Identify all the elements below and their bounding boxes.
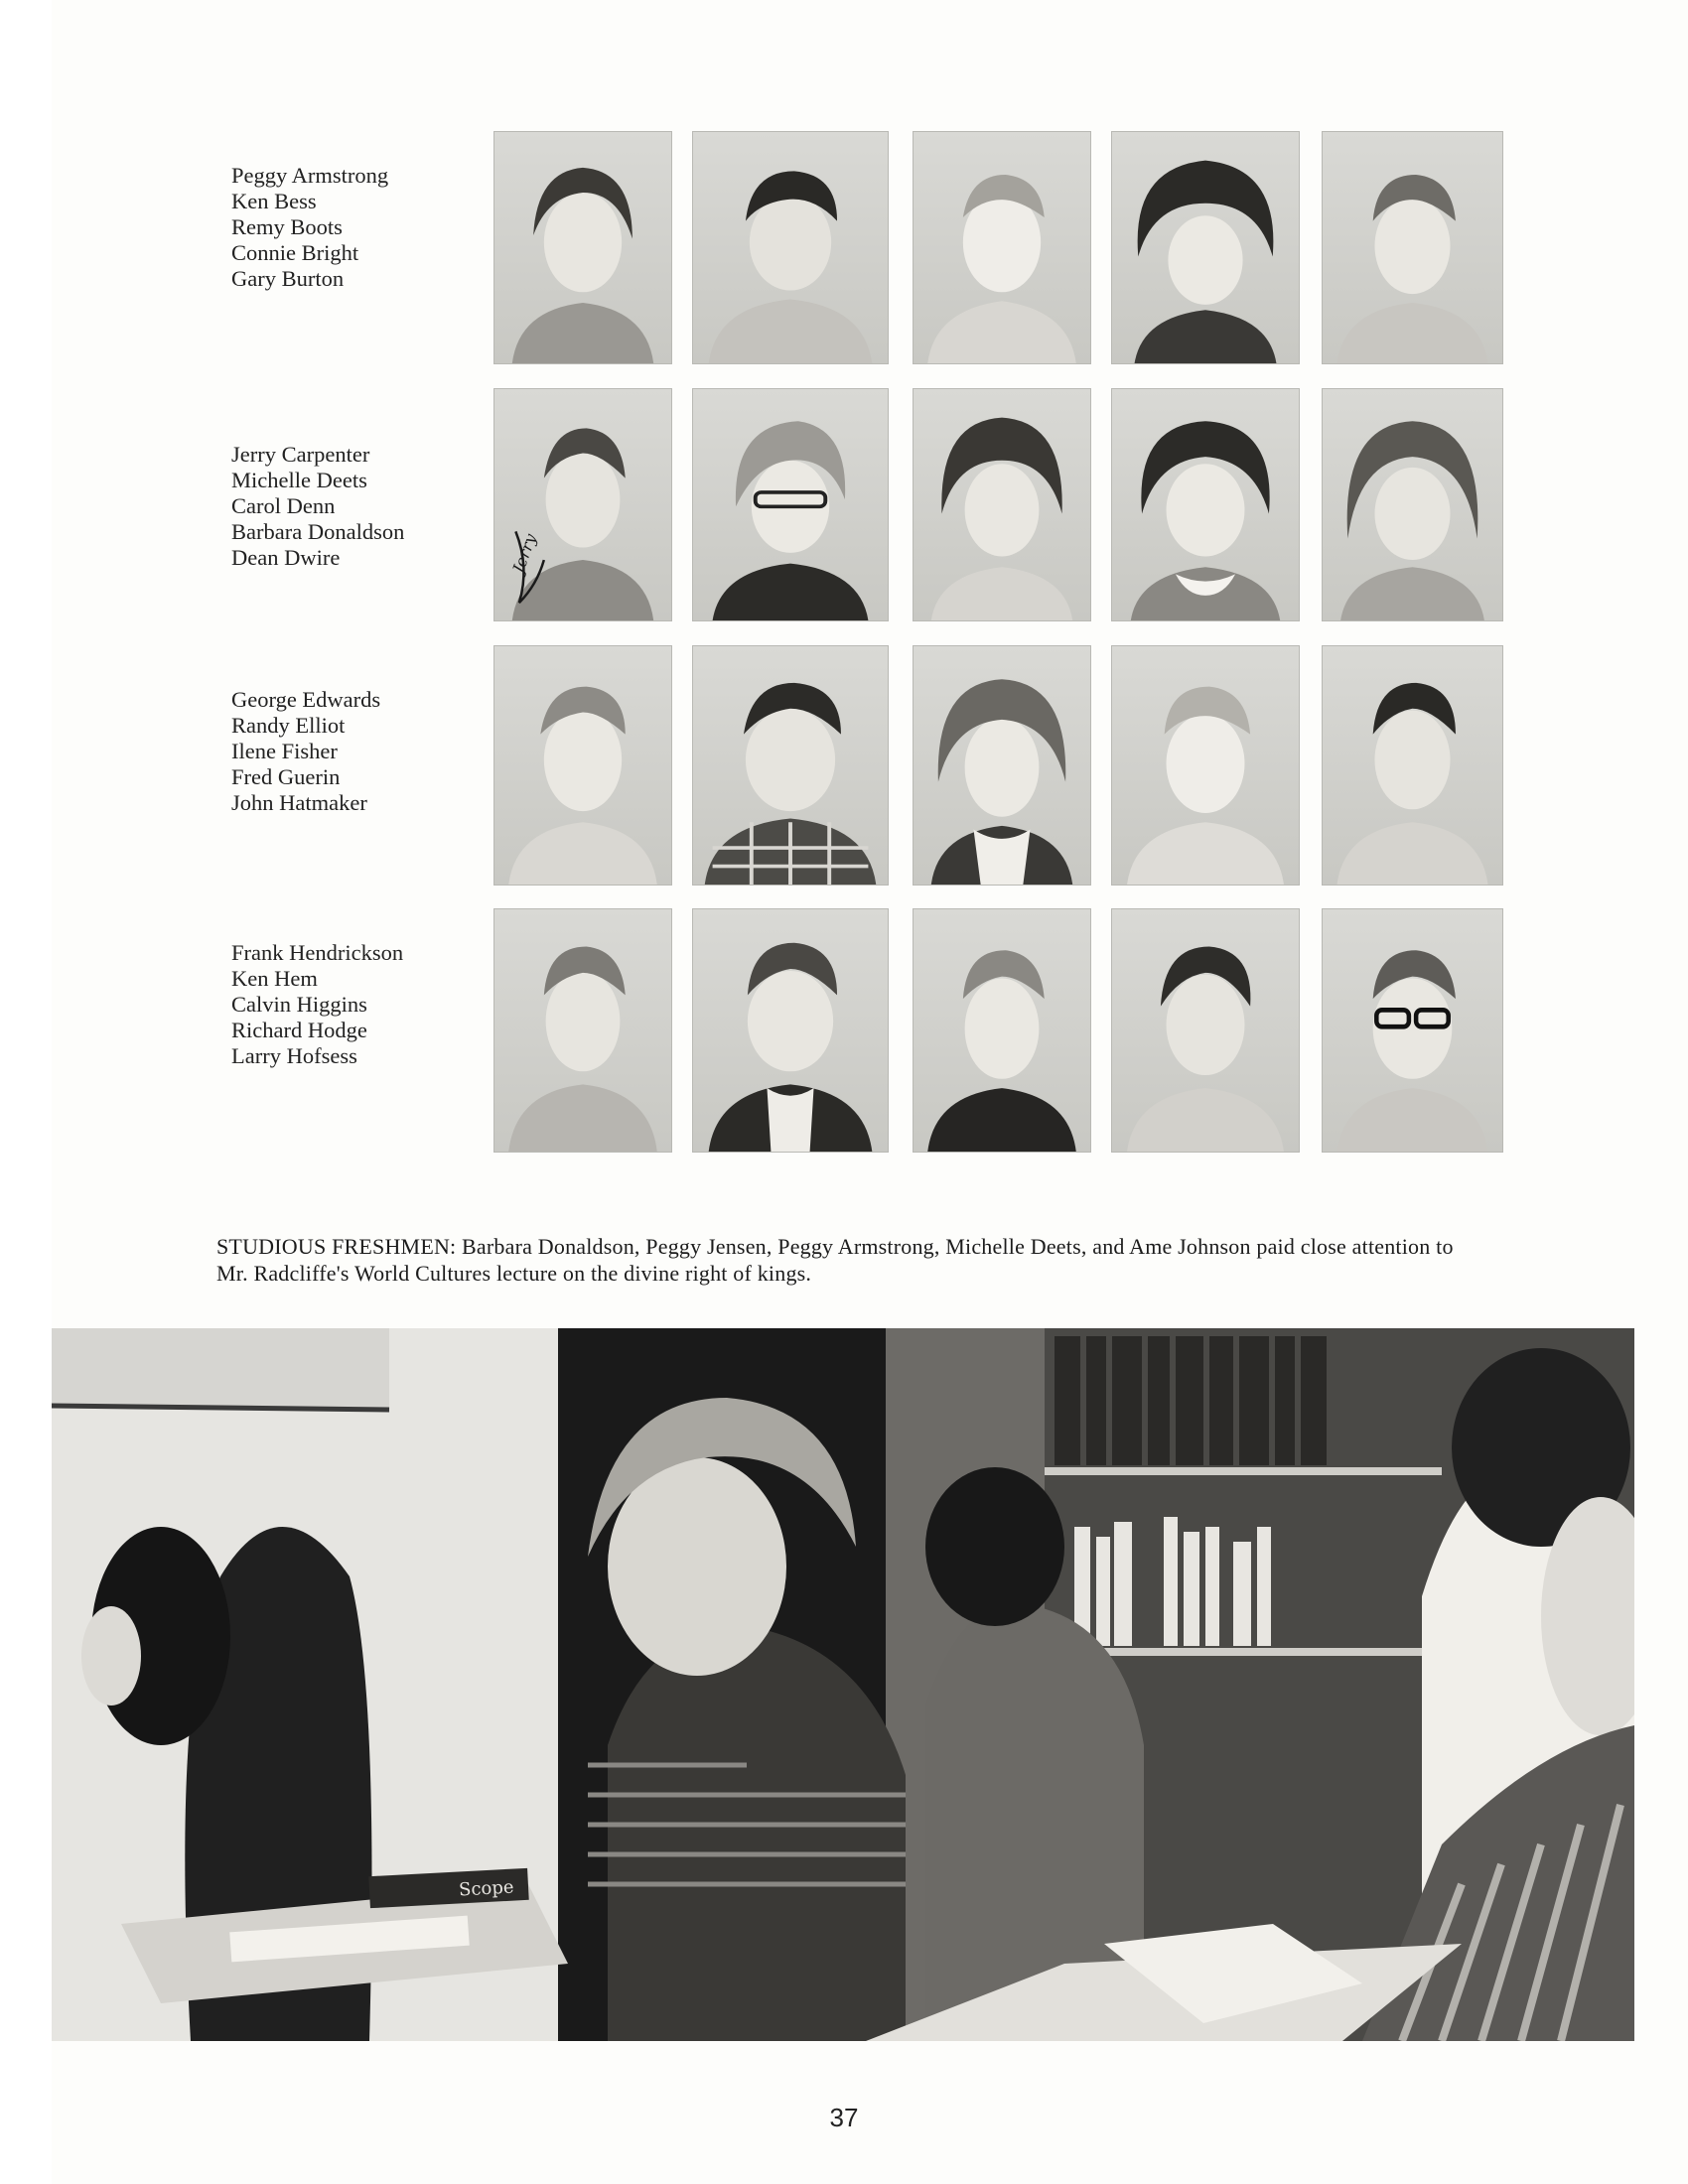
portrait-photo [493,388,672,621]
portrait-photo [913,388,1091,621]
portrait-photo [913,131,1091,364]
name-list-row-2 [231,442,470,571]
student-name: Peggy Armstrong [231,163,389,188]
student-name: Dean Dwire [231,545,341,570]
student-name: Ken Bess [231,189,317,213]
portrait-photo [1111,131,1300,364]
portrait-photo [1111,645,1300,886]
student-name: Gary Burton [231,266,345,291]
portrait-photo [1322,131,1503,364]
name-list-row-4 [231,940,470,1069]
student-name: George Edwards [231,687,381,712]
portrait-photo [493,645,672,886]
portrait-photo [692,908,889,1153]
portrait-photo [1111,388,1300,621]
name-list-row-1 [231,163,470,292]
scan-margin [0,0,52,2184]
student-name: Richard Hodge [231,1018,367,1042]
portrait-photo [1322,645,1503,886]
student-name: Calvin Higgins [231,992,367,1017]
book-title: Scope [458,1876,515,1901]
name-list-row-3 [231,687,470,816]
portrait-photo [493,908,672,1153]
portrait-photo [1111,908,1300,1153]
student-name: Fred Guerin [231,764,341,789]
portrait-signature: Jerry [508,531,540,576]
portrait-photo [913,645,1091,886]
student-name: Barbara Donaldson [231,519,405,544]
portrait-photo [1322,388,1503,621]
student-name: Larry Hofsess [231,1043,357,1068]
student-name: Randy Elliot [231,713,346,738]
student-name: Connie Bright [231,240,359,265]
page-number: 37 [829,2103,859,2132]
portrait-photo [913,908,1091,1153]
portrait-photo [1322,908,1503,1153]
photo-caption: STUDIOUS FRESHMEN: Barbara Donaldson, Peggy Jensen, Peggy Armstrong, Michelle Deets, and Ame Johnson paid close attention to Mr. Radcliffe's World Cultures lecture on the divine right of kings. [216,1234,1454,1286]
student-name: Ken Hem [231,966,318,991]
portrait-photo [493,131,672,364]
portrait-photo [692,388,889,621]
student-name: Frank Hendrickson [231,940,404,965]
student-name: Remy Boots [231,214,343,239]
classroom-photo [52,1328,1634,2041]
student-name: Michelle Deets [231,468,367,492]
portrait-photo [692,131,889,364]
student-name: Ilene Fisher [231,739,338,763]
portrait-photo [692,645,889,886]
student-name: Jerry Carpenter [231,442,370,467]
student-name: John Hatmaker [231,790,367,815]
student-name: Carol Denn [231,493,336,518]
